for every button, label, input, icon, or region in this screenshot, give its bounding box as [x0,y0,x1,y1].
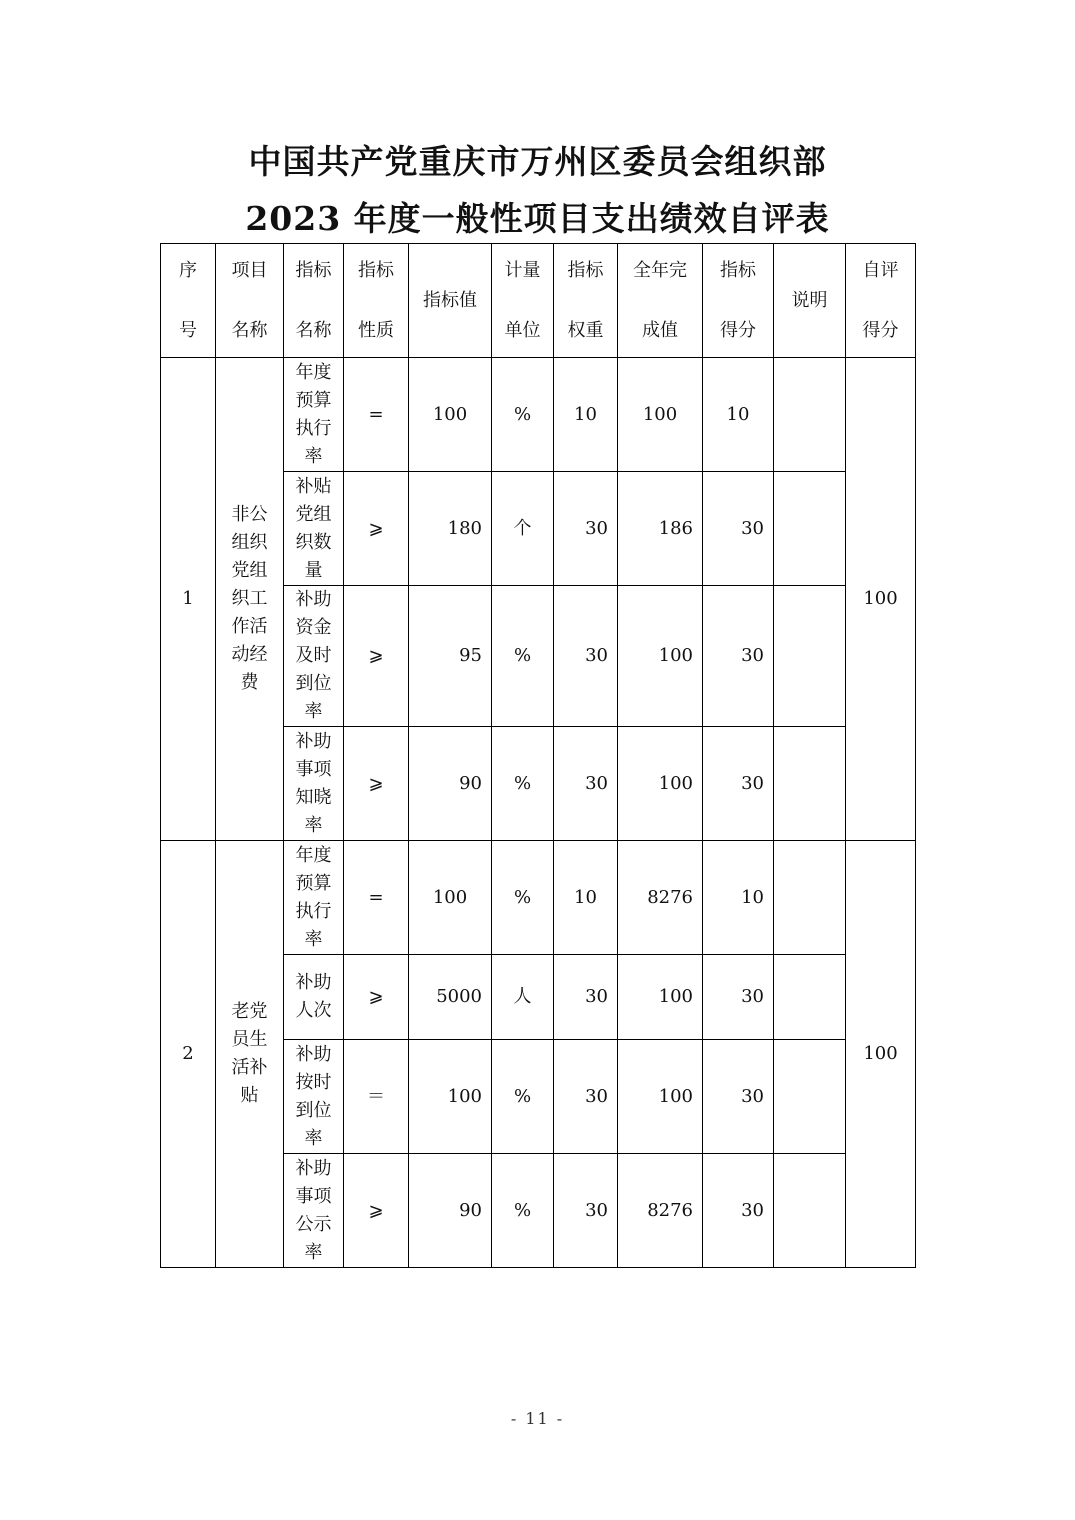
note [774,472,846,586]
note [774,358,846,472]
indicator-nature: = [344,841,409,955]
completion: 100 [618,727,703,841]
indicator-nature: ⩾ [344,586,409,727]
indicator-nature: ⩾ [344,1154,409,1268]
indicator-value: 90 [409,1154,492,1268]
completion: 8276 [618,1154,703,1268]
note [774,727,846,841]
indicator-value: 100 [409,841,492,955]
unit: 人 [492,955,554,1040]
note [774,586,846,727]
score: 30 [703,1154,774,1268]
completion: 8276 [618,841,703,955]
indicator-name: 年度预算执行率 [284,358,344,472]
header-note: 说明 [774,244,846,358]
completion: 100 [618,1040,703,1154]
indicator-value: 90 [409,727,492,841]
completion: 100 [618,358,703,472]
indicator-name: 补贴党组织数量 [284,472,344,586]
header-unit: 计量 单位 [492,244,554,358]
score: 10 [703,358,774,472]
table-row [161,841,916,955]
completion: 100 [618,586,703,727]
project-seq: 2 [161,841,216,1268]
weight: 30 [554,472,618,586]
indicator-nature: ⩾ [344,472,409,586]
project-name: 老党员生活补贴 [216,841,284,1268]
title-line-1: 中国共产党重庆市万州区委员会组织部 [248,142,827,181]
table-row [161,358,916,472]
indicator-name: 补助事项知晓率 [284,727,344,841]
weight: 30 [554,727,618,841]
self-score: 100 [846,841,916,1268]
unit: % [492,586,554,727]
indicator-value: 100 [409,358,492,472]
unit: % [492,841,554,955]
weight: 30 [554,1154,618,1268]
weight: 10 [554,358,618,472]
indicator-name: 补助按时到位率 [284,1040,344,1154]
weight: 30 [554,586,618,727]
indicator-value: 5000 [409,955,492,1040]
indicator-value: 95 [409,586,492,727]
unit: 个 [492,472,554,586]
unit: % [492,1040,554,1154]
score: 10 [703,841,774,955]
weight: 30 [554,1040,618,1154]
indicator-value: 180 [409,472,492,586]
indicator-value: 100 [409,1040,492,1154]
header-weight: 指标 权重 [554,244,618,358]
indicator-name: 年度预算执行率 [284,841,344,955]
header-self-score: 自评 得分 [846,244,916,358]
page-number: - 11 - [510,1409,565,1428]
title-line-2: 2023 年度一般性项目支出绩效自评表 [245,199,830,238]
header-indicator-name: 指标 名称 [284,244,344,358]
self-score: 100 [846,358,916,841]
indicator-nature: ⩾ [344,955,409,1040]
completion: 186 [618,472,703,586]
note [774,841,846,955]
project-seq: 1 [161,358,216,841]
weight: 10 [554,841,618,955]
unit: % [492,1154,554,1268]
score: 30 [703,1040,774,1154]
header-completion: 全年完 成值 [618,244,703,358]
project-name: 非公组织党组织工作活动经费 [216,358,284,841]
score: 30 [703,472,774,586]
note [774,1154,846,1268]
indicator-nature: = [344,358,409,472]
evaluation-table [160,243,916,1268]
header-seq: 序 号 [161,244,216,358]
indicator-nature: ⩾ [344,727,409,841]
unit: % [492,727,554,841]
note [774,955,846,1040]
indicator-name: 补助人次 [284,955,344,1040]
header-indicator-value: 指标值 [409,244,492,358]
indicator-name: 补助资金及时到位率 [284,586,344,727]
completion: 100 [618,955,703,1040]
score: 30 [703,586,774,727]
weight: 30 [554,955,618,1040]
score: 30 [703,727,774,841]
score: 30 [703,955,774,1040]
indicator-name: 补助事项公示率 [284,1154,344,1268]
header-indicator-nature: 指标 性质 [344,244,409,358]
header-project: 项目 名称 [216,244,284,358]
header-row [161,244,916,358]
indicator-nature: ＝ [344,1040,409,1154]
header-score: 指标 得分 [703,244,774,358]
note [774,1040,846,1154]
unit: % [492,358,554,472]
